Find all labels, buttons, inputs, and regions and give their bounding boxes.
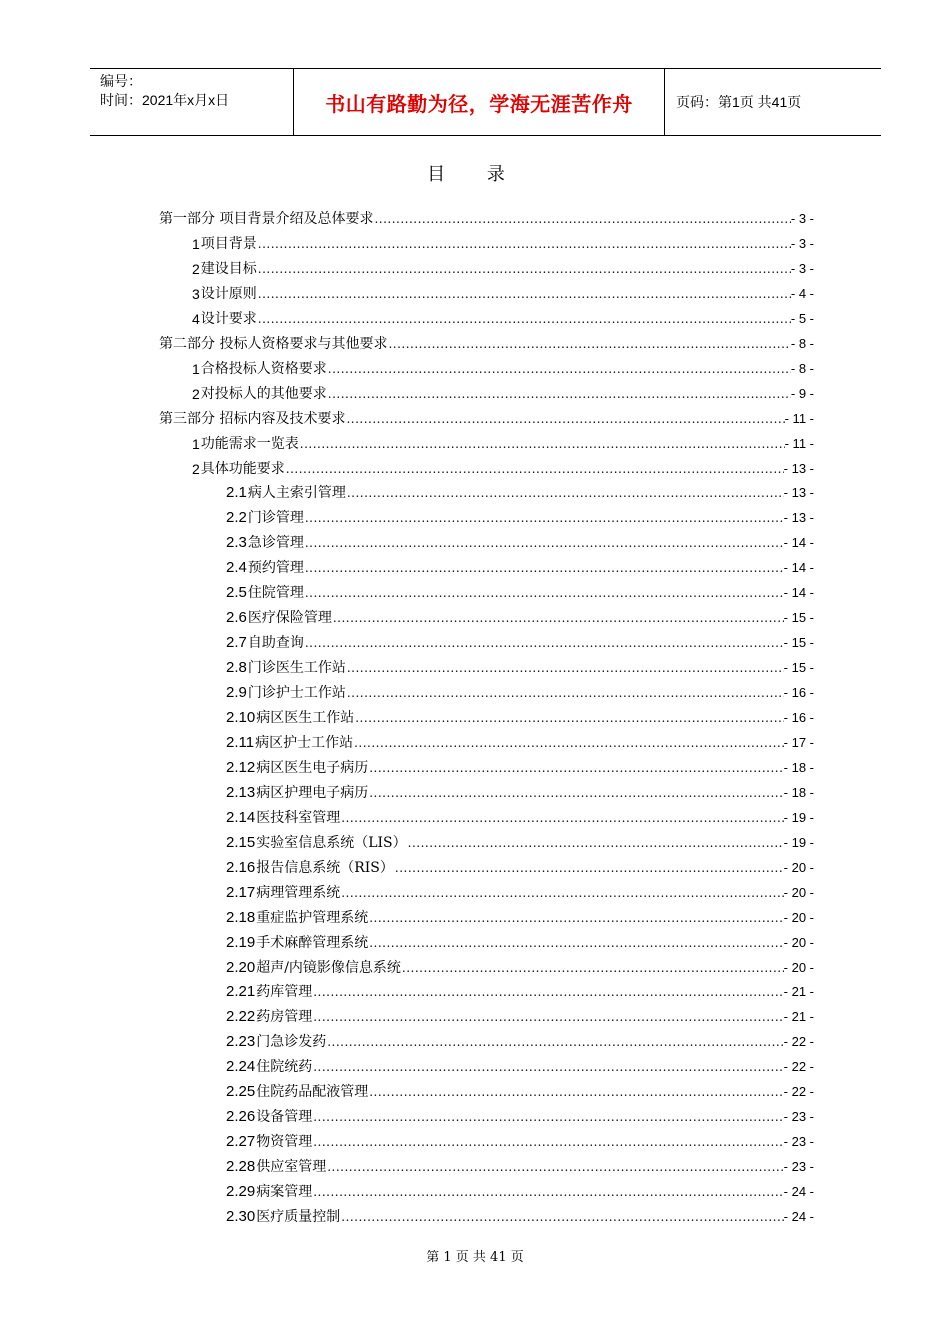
toc-entry[interactable] [226, 1107, 814, 1127]
toc-entry[interactable] [226, 683, 814, 703]
toc-entry-page: - 24 - [783, 1184, 814, 1200]
toc-entry-number: 2.6 [226, 609, 247, 627]
toc-entry-page: - 22 - [783, 1084, 814, 1100]
toc-entry-title: 设计原则 [200, 285, 257, 302]
toc-entry-number: 2.15 [226, 833, 256, 851]
toc-dot-leader [332, 608, 784, 628]
toc-entry-title: 门诊护士工作站 [247, 685, 346, 702]
toc-dot-leader [312, 1182, 783, 1202]
toc-entry-title: 功能需求一览表 [200, 435, 299, 452]
toc-entry[interactable] [192, 284, 814, 304]
toc-entry[interactable] [226, 483, 814, 503]
toc-entry-title: 住院药品配液管理 [256, 1084, 369, 1101]
toc-entry-number: 2.19 [226, 933, 256, 951]
toc-entry[interactable] [192, 434, 814, 454]
toc-dot-leader [327, 359, 791, 379]
toc-entry-page: - 18 - [783, 784, 814, 800]
toc-entry-title: 病区护理电子病历 [256, 784, 369, 801]
toc-entry[interactable] [192, 309, 814, 329]
toc-entry-title: 病区护士工作站 [255, 734, 354, 751]
toc-dot-leader [346, 483, 784, 503]
toc-entry-number: 2.22 [226, 1008, 256, 1026]
toc-dot-leader [394, 858, 784, 878]
toc-entry-number: 2.5 [226, 584, 247, 602]
toc-entry[interactable] [226, 633, 814, 653]
toc-entry-number: 2.26 [226, 1108, 256, 1126]
toc-entry-page: - 19 - [783, 809, 814, 825]
page-header [90, 68, 881, 136]
toc-entry-title: 病人主索引管理 [247, 485, 346, 502]
toc-entry[interactable] [226, 883, 814, 903]
toc-entry-page: - 19 - [783, 834, 814, 850]
toc-entry-page: - 13 - [783, 485, 814, 501]
toc-dot-leader [368, 783, 783, 803]
toc-dot-leader [312, 982, 783, 1002]
toc-entry-page: - 15 - [783, 610, 814, 626]
toc-entry-number: 2.10 [226, 709, 256, 726]
toc-entry-title: 第三部分 招标内容及技术要求 [159, 410, 346, 427]
toc-entry-title: 医技科室管理 [256, 809, 341, 826]
toc-entry[interactable] [159, 209, 814, 229]
toc-entry-title: 病区医生工作站 [256, 710, 355, 726]
toc-entry-number: 3 [192, 285, 200, 302]
toc-entry-page: - 14 - [783, 535, 814, 551]
toc-entry-number: 2.12 [226, 758, 256, 776]
toc-entry-title: 门诊医生工作站 [247, 660, 346, 677]
toc-entry[interactable] [192, 359, 814, 379]
toc-entry-title: 病理管理系统 [256, 884, 341, 901]
toc-dot-leader [368, 933, 783, 953]
toc-entry-page: - 20 - [783, 859, 814, 875]
toc-entry-title: 建设目标 [200, 260, 257, 277]
toc-entry[interactable] [226, 533, 814, 553]
toc-entry-title: 物资管理 [256, 1134, 313, 1151]
toc-dot-leader [304, 633, 784, 653]
toc-entry-page: - 3 - [790, 260, 814, 276]
toc-entry-title: 急诊管理 [247, 535, 304, 552]
toc-entry-number: 2 [192, 385, 200, 402]
toc-entry[interactable] [226, 608, 814, 628]
toc-entry-number: 2.25 [226, 1083, 256, 1101]
toc-entry-page: - 13 - [783, 460, 814, 476]
document-number-label: 编号： [100, 73, 142, 89]
toc-entry-title: 项目背景 [200, 235, 257, 252]
toc-dot-leader [345, 409, 784, 429]
toc-entry[interactable] [226, 1207, 814, 1227]
toc-entry-page: - 20 - [783, 909, 814, 925]
toc-entry-number: 2.23 [226, 1033, 256, 1051]
toc-entry-title: 手术麻醉管理系统 [256, 934, 369, 951]
toc-entry-title: 供应室管理 [256, 1159, 327, 1176]
toc-entry-title: 重症监护管理系统 [256, 909, 369, 926]
toc-dot-leader [387, 334, 790, 354]
toc-entry[interactable] [226, 658, 814, 678]
toc-entry-title: 第一部分 项目背景介绍及总体要求 [159, 211, 374, 227]
toc-entry-number: 2.17 [226, 883, 256, 901]
toc-entry-page: - 22 - [783, 1034, 814, 1050]
toc-dot-leader [257, 309, 791, 329]
toc-dot-leader [353, 733, 784, 753]
toc-entry-number: 2.1 [226, 484, 247, 502]
toc-entry[interactable] [226, 758, 814, 778]
toc-entry-title: 门急诊发药 [256, 1034, 327, 1051]
toc-entry-title: 设计要求 [200, 310, 257, 327]
toc-entry[interactable] [192, 259, 814, 279]
toc-entry-page: - 8 - [790, 335, 814, 351]
page-footer: 第 1 页 共 41 页 [426, 1250, 524, 1265]
toc-entry-page: - 5 - [790, 310, 814, 326]
toc-dot-leader [340, 808, 783, 828]
toc-entry-title: 自助查询 [247, 635, 304, 652]
toc-dot-leader [312, 1057, 783, 1077]
toc-entry-number: 1 [192, 360, 200, 377]
toc-dot-leader [368, 908, 783, 928]
toc-entry[interactable] [192, 459, 814, 479]
document-time-label: 时间：2021年x月x日 [100, 92, 230, 108]
toc-entry-page: - 14 - [783, 560, 814, 576]
toc-entry-number: 2.27 [226, 1133, 256, 1151]
toc-entry-number: 1 [192, 435, 200, 452]
toc-entry-page: - 3 - [790, 211, 814, 226]
toc-entry-number: 1 [192, 235, 200, 252]
toc-entry-title: 门诊管理 [247, 510, 304, 527]
toc-entry-page: - 17 - [783, 734, 814, 750]
toc-dot-leader [285, 459, 784, 479]
toc-entry-title: 超声/内镜影像信息系统 [256, 959, 401, 976]
toc-dot-leader [326, 1157, 783, 1177]
toc-entry-number: 2.2 [226, 509, 247, 527]
toc-dot-leader [304, 583, 784, 603]
toc-entry-page: - 15 - [783, 635, 814, 651]
toc-entry[interactable] [226, 1057, 814, 1077]
toc-entry-page: - 11 - [784, 435, 814, 451]
toc-dot-leader [401, 958, 784, 978]
toc-entry-title: 病案管理 [256, 1184, 313, 1201]
toc-entry-number: 2.29 [226, 1183, 256, 1201]
toc-entry-page: - 16 - [783, 710, 814, 725]
toc-entry-number: 2.9 [226, 684, 247, 702]
toc-entry-page: - 24 - [783, 1209, 814, 1224]
toc-entry-number: 2.16 [226, 858, 256, 876]
toc-entry-number: 2.18 [226, 908, 256, 926]
toc-entry-title: 报告信息系统（RIS） [256, 859, 394, 876]
toc-dot-leader [257, 234, 791, 254]
toc-entry[interactable] [159, 334, 814, 354]
toc-dot-leader [312, 1007, 783, 1027]
toc-entry[interactable] [159, 409, 814, 429]
toc-entry[interactable] [226, 583, 814, 603]
toc-entry-number: 4 [192, 310, 200, 327]
toc-entry[interactable] [226, 858, 814, 878]
toc-entry-page: - 4 - [790, 285, 814, 301]
toc-entry[interactable] [226, 558, 814, 578]
toc-entry-title: 药房管理 [256, 1009, 313, 1026]
toc-entry-title: 预约管理 [247, 560, 304, 577]
toc-dot-leader [354, 708, 783, 728]
toc-entry[interactable] [192, 234, 814, 254]
toc-dot-leader [257, 259, 791, 279]
toc-entry[interactable] [226, 508, 814, 528]
toc-entry[interactable] [226, 1132, 814, 1152]
toc-entry-page: - 23 - [783, 1159, 814, 1175]
toc-entry[interactable] [226, 1007, 814, 1027]
header-page-label: 页码：第1页 共41页 [676, 94, 802, 110]
toc-dot-leader [304, 508, 784, 528]
toc-entry-page: - 15 - [783, 660, 814, 676]
toc-entry-title: 医疗质量控制 [256, 1209, 341, 1225]
toc-entry[interactable] [226, 1182, 814, 1202]
toc-entry[interactable] [226, 933, 814, 953]
toc-dot-leader [299, 434, 785, 454]
toc-entry-page: - 23 - [783, 1134, 814, 1150]
toc-entry-page: - 20 - [783, 959, 814, 975]
toc-dot-leader [368, 1082, 783, 1102]
toc-entry[interactable] [226, 982, 814, 1002]
toc-entry[interactable] [226, 908, 814, 928]
toc-title: 目 录 [427, 164, 523, 185]
toc-entry-page: - 3 - [790, 235, 814, 251]
toc-entry-number: 2 [192, 460, 200, 477]
toc-entry-title: 对投标人的其他要求 [200, 385, 327, 402]
toc-dot-leader [346, 658, 784, 678]
toc-entry[interactable] [226, 1157, 814, 1177]
toc-entry-page: - 20 - [783, 934, 814, 950]
toc-dot-leader [312, 1132, 783, 1152]
toc-entry-number: 2.24 [226, 1058, 256, 1076]
toc-entry[interactable] [226, 958, 814, 978]
toc-entry[interactable] [226, 783, 814, 803]
toc-entry-page: - 8 - [790, 360, 814, 376]
toc-entry[interactable] [226, 808, 814, 828]
toc-entry[interactable] [226, 833, 814, 853]
toc-entry-page: - 22 - [783, 1059, 814, 1075]
toc-dot-leader [340, 1207, 783, 1227]
toc-entry-title: 合格投标人资格要求 [200, 360, 327, 377]
toc-dot-leader [304, 558, 784, 578]
toc-entry[interactable] [226, 708, 814, 728]
toc-entry-number: 2.3 [226, 534, 247, 552]
toc-entry-title: 住院管理 [247, 585, 304, 602]
toc-entry-page: - 21 - [783, 1009, 814, 1025]
toc-entry[interactable] [226, 733, 814, 753]
header-meta [90, 69, 293, 135]
toc-dot-leader [304, 533, 784, 553]
toc-entry[interactable] [226, 1082, 814, 1102]
toc-entry-number: 2.28 [226, 1158, 256, 1176]
toc-entry-number: 2.21 [226, 983, 256, 1001]
toc-entry-page: - 16 - [783, 685, 814, 701]
toc-entry-number: 2.14 [226, 808, 256, 826]
toc-entry-page: - 14 - [783, 585, 814, 601]
toc-dot-leader [368, 758, 783, 778]
toc-entry-number: 2.7 [226, 634, 247, 652]
toc-dot-leader [340, 883, 783, 903]
toc-entry-page: - 9 - [790, 385, 814, 401]
toc-entry-page: - 18 - [783, 759, 814, 775]
toc-entry-title: 药库管理 [256, 984, 313, 1001]
toc-entry-title: 设备管理 [256, 1109, 313, 1126]
toc-dot-leader [373, 209, 790, 229]
toc-dot-leader [257, 284, 791, 304]
toc-entry-number: 2.4 [226, 559, 247, 577]
toc-dot-leader [327, 384, 791, 404]
toc-entry-page: - 23 - [783, 1109, 814, 1125]
toc-entry-title: 第二部分 投标人资格要求与其他要求 [159, 335, 388, 352]
header-motto: 书山有路勤为径，学海无涯苦作舟 [293, 69, 665, 135]
toc-entry-number: 2.30 [226, 1208, 256, 1225]
toc-dot-leader [312, 1107, 783, 1127]
toc-dot-leader [326, 1032, 783, 1052]
toc-entry-number: 2.20 [226, 958, 256, 976]
toc-entry-title: 医疗保险管理 [247, 610, 332, 627]
toc-entry-page: - 20 - [783, 884, 814, 900]
toc-entry-page: - 13 - [783, 510, 814, 526]
toc-entry[interactable] [226, 1032, 814, 1052]
toc-entry-number: 2.13 [226, 783, 256, 801]
toc-entry-title: 实验室信息系统（LIS） [256, 834, 407, 851]
toc-entry-title: 病区医生电子病历 [256, 759, 369, 776]
toc-entry-page: - 21 - [783, 984, 814, 1000]
toc-entry-number: 2.11 [226, 733, 255, 751]
toc-entry-number: 2.8 [226, 659, 247, 677]
toc-entry[interactable] [192, 384, 814, 404]
toc-entry-number: 2 [192, 260, 200, 277]
toc-dot-leader [407, 833, 784, 853]
toc-entry-title: 具体功能要求 [200, 460, 285, 477]
toc-entry-page: - 11 - [784, 410, 814, 426]
toc-dot-leader [346, 683, 784, 703]
toc-entry-title: 住院统药 [256, 1059, 313, 1076]
